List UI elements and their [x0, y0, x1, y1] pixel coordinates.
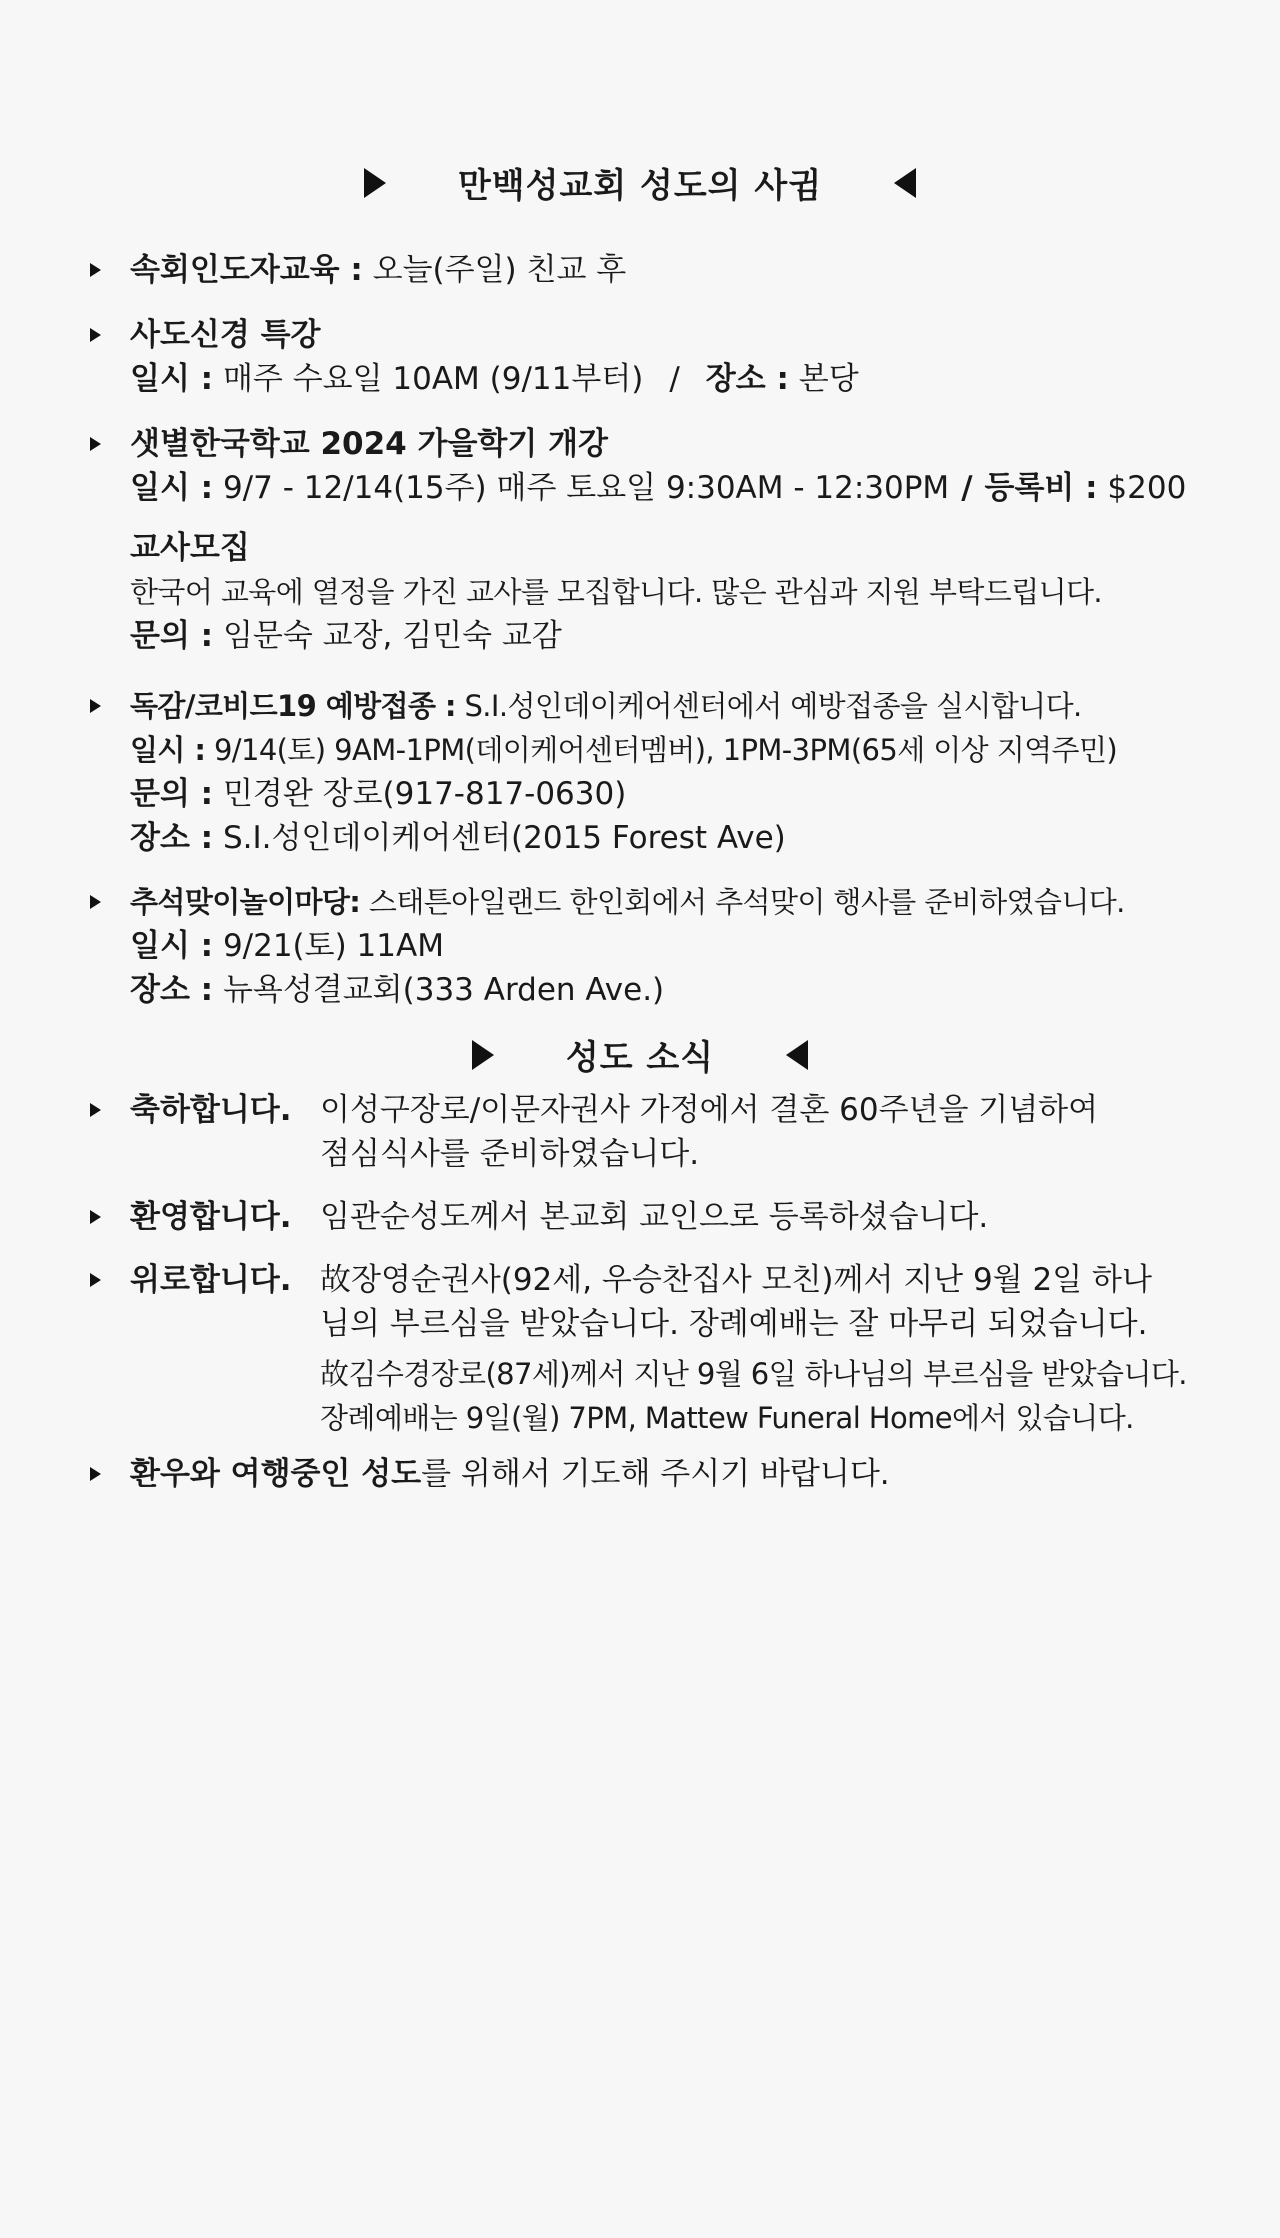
prayer-text: 를 위해서 기도해 주시기 바랍니다. [421, 1456, 890, 1492]
bullet-icon [90, 1103, 101, 1117]
item-title: 추석맞이놀이마당: [130, 885, 361, 919]
triangle-right-icon [472, 1040, 494, 1070]
separator: / [961, 470, 973, 506]
date-label: 일시 : [130, 733, 206, 767]
item-text: 스태튼아일랜드 한인회에서 추석맞이 행사를 준비하였습니다. [360, 885, 1125, 919]
section-header-fellowship [0, 158, 1280, 207]
recruit-title: 교사모집 [130, 530, 250, 566]
bullet-icon [90, 437, 101, 451]
contact-label: 문의 : [130, 776, 214, 812]
fee-value: $200 [1097, 470, 1187, 506]
place-label: 장소 : [130, 820, 214, 856]
place-label: 장소 : [705, 361, 789, 397]
date-value: 9/7 - 12/14(15주) 매주 토요일 9:30AM - 12:30PM [213, 470, 950, 506]
place-value: 본당 [788, 361, 859, 397]
date-label: 일시 : [130, 470, 214, 506]
date-label: 일시 : [130, 361, 214, 397]
place-value: S.I.성인데이케어센터(2015 Forest Ave) [213, 820, 786, 856]
bullet-icon [90, 895, 101, 909]
place-label: 장소 : [130, 972, 214, 1008]
news-text: 장례예배는 9일(월) 7PM, Mattew Funeral Home에서 있습니다. [320, 1401, 1134, 1435]
contact-value: 임문숙 교장, 김민숙 교감 [213, 618, 562, 654]
item-title: 속회인도자교육 : [130, 252, 363, 288]
section-title: 만백성교회 성도의 사귐 [457, 166, 823, 206]
contact-label: 문의 : [130, 618, 214, 654]
date-value: 9/21(토) 11AM [213, 928, 444, 964]
news-text: 님의 부르심을 받았습니다. 장례예배는 잘 마무리 되었습니다. [320, 1306, 1148, 1342]
bullet-icon [90, 1210, 101, 1224]
date-value: 매주 수요일 10AM (9/11부터) [213, 361, 644, 397]
item-text: S.I.성인데이케어센터에서 예방접종을 실시합니다. [455, 689, 1082, 723]
news-text: 故김수경장로(87세)께서 지난 9월 6일 하나님의 부르심을 받았습니다. [320, 1357, 1187, 1391]
bullet-icon [90, 1273, 101, 1287]
news-label: 위로합니다. [130, 1262, 292, 1298]
item-title: 사도신경 특강 [130, 317, 321, 353]
news-label: 환영합니다. [130, 1199, 292, 1235]
triangle-right-icon [364, 168, 386, 198]
section-title: 성도 소식 [565, 1038, 715, 1078]
prayer-highlight: 환우와 여행중인 성도 [130, 1456, 422, 1492]
bullet-icon [90, 263, 101, 277]
news-text: 故장영순권사(92세, 우승찬집사 모친)께서 지난 9월 2일 하나 [320, 1262, 1152, 1298]
news-label: 축하합니다. [130, 1092, 292, 1128]
place-value: 뉴욕성결교회(333 Arden Ave.) [213, 972, 665, 1008]
bullet-icon [90, 328, 101, 342]
news-text: 이성구장로/이문자권사 가정에서 결혼 60주년을 기념하여 [320, 1092, 1099, 1128]
contact-value: 민경완 장로(917-817-0630) [213, 776, 627, 812]
item-title: 독감/코비드19 예방접종 : [130, 689, 456, 723]
item-text: 오늘(주일) 친교 후 [362, 252, 627, 288]
news-text: 점심식사를 준비하였습니다. [320, 1136, 700, 1172]
bullet-icon [90, 1467, 101, 1481]
fee-label: 등록비 : [984, 470, 1098, 506]
news-text: 임관순성도께서 본교회 교인으로 등록하셨습니다. [320, 1199, 989, 1235]
triangle-left-icon [786, 1040, 808, 1070]
triangle-left-icon [894, 168, 916, 198]
date-label: 일시 : [130, 928, 214, 964]
section-header-member-news [0, 1030, 1280, 1079]
recruit-text: 한국어 교육에 열정을 가진 교사를 모집합니다. 많은 관심과 지원 부탁드립니다. [130, 575, 1103, 609]
bullet-icon [90, 699, 101, 713]
item-title: 샛별한국학교 2024 가을학기 개강 [130, 426, 609, 462]
date-value: 9/14(토) 9AM-1PM(데이케어센터멤버), 1PM-3PM(65세 이상 지역주민) [205, 733, 1118, 767]
separator: / [669, 361, 680, 397]
